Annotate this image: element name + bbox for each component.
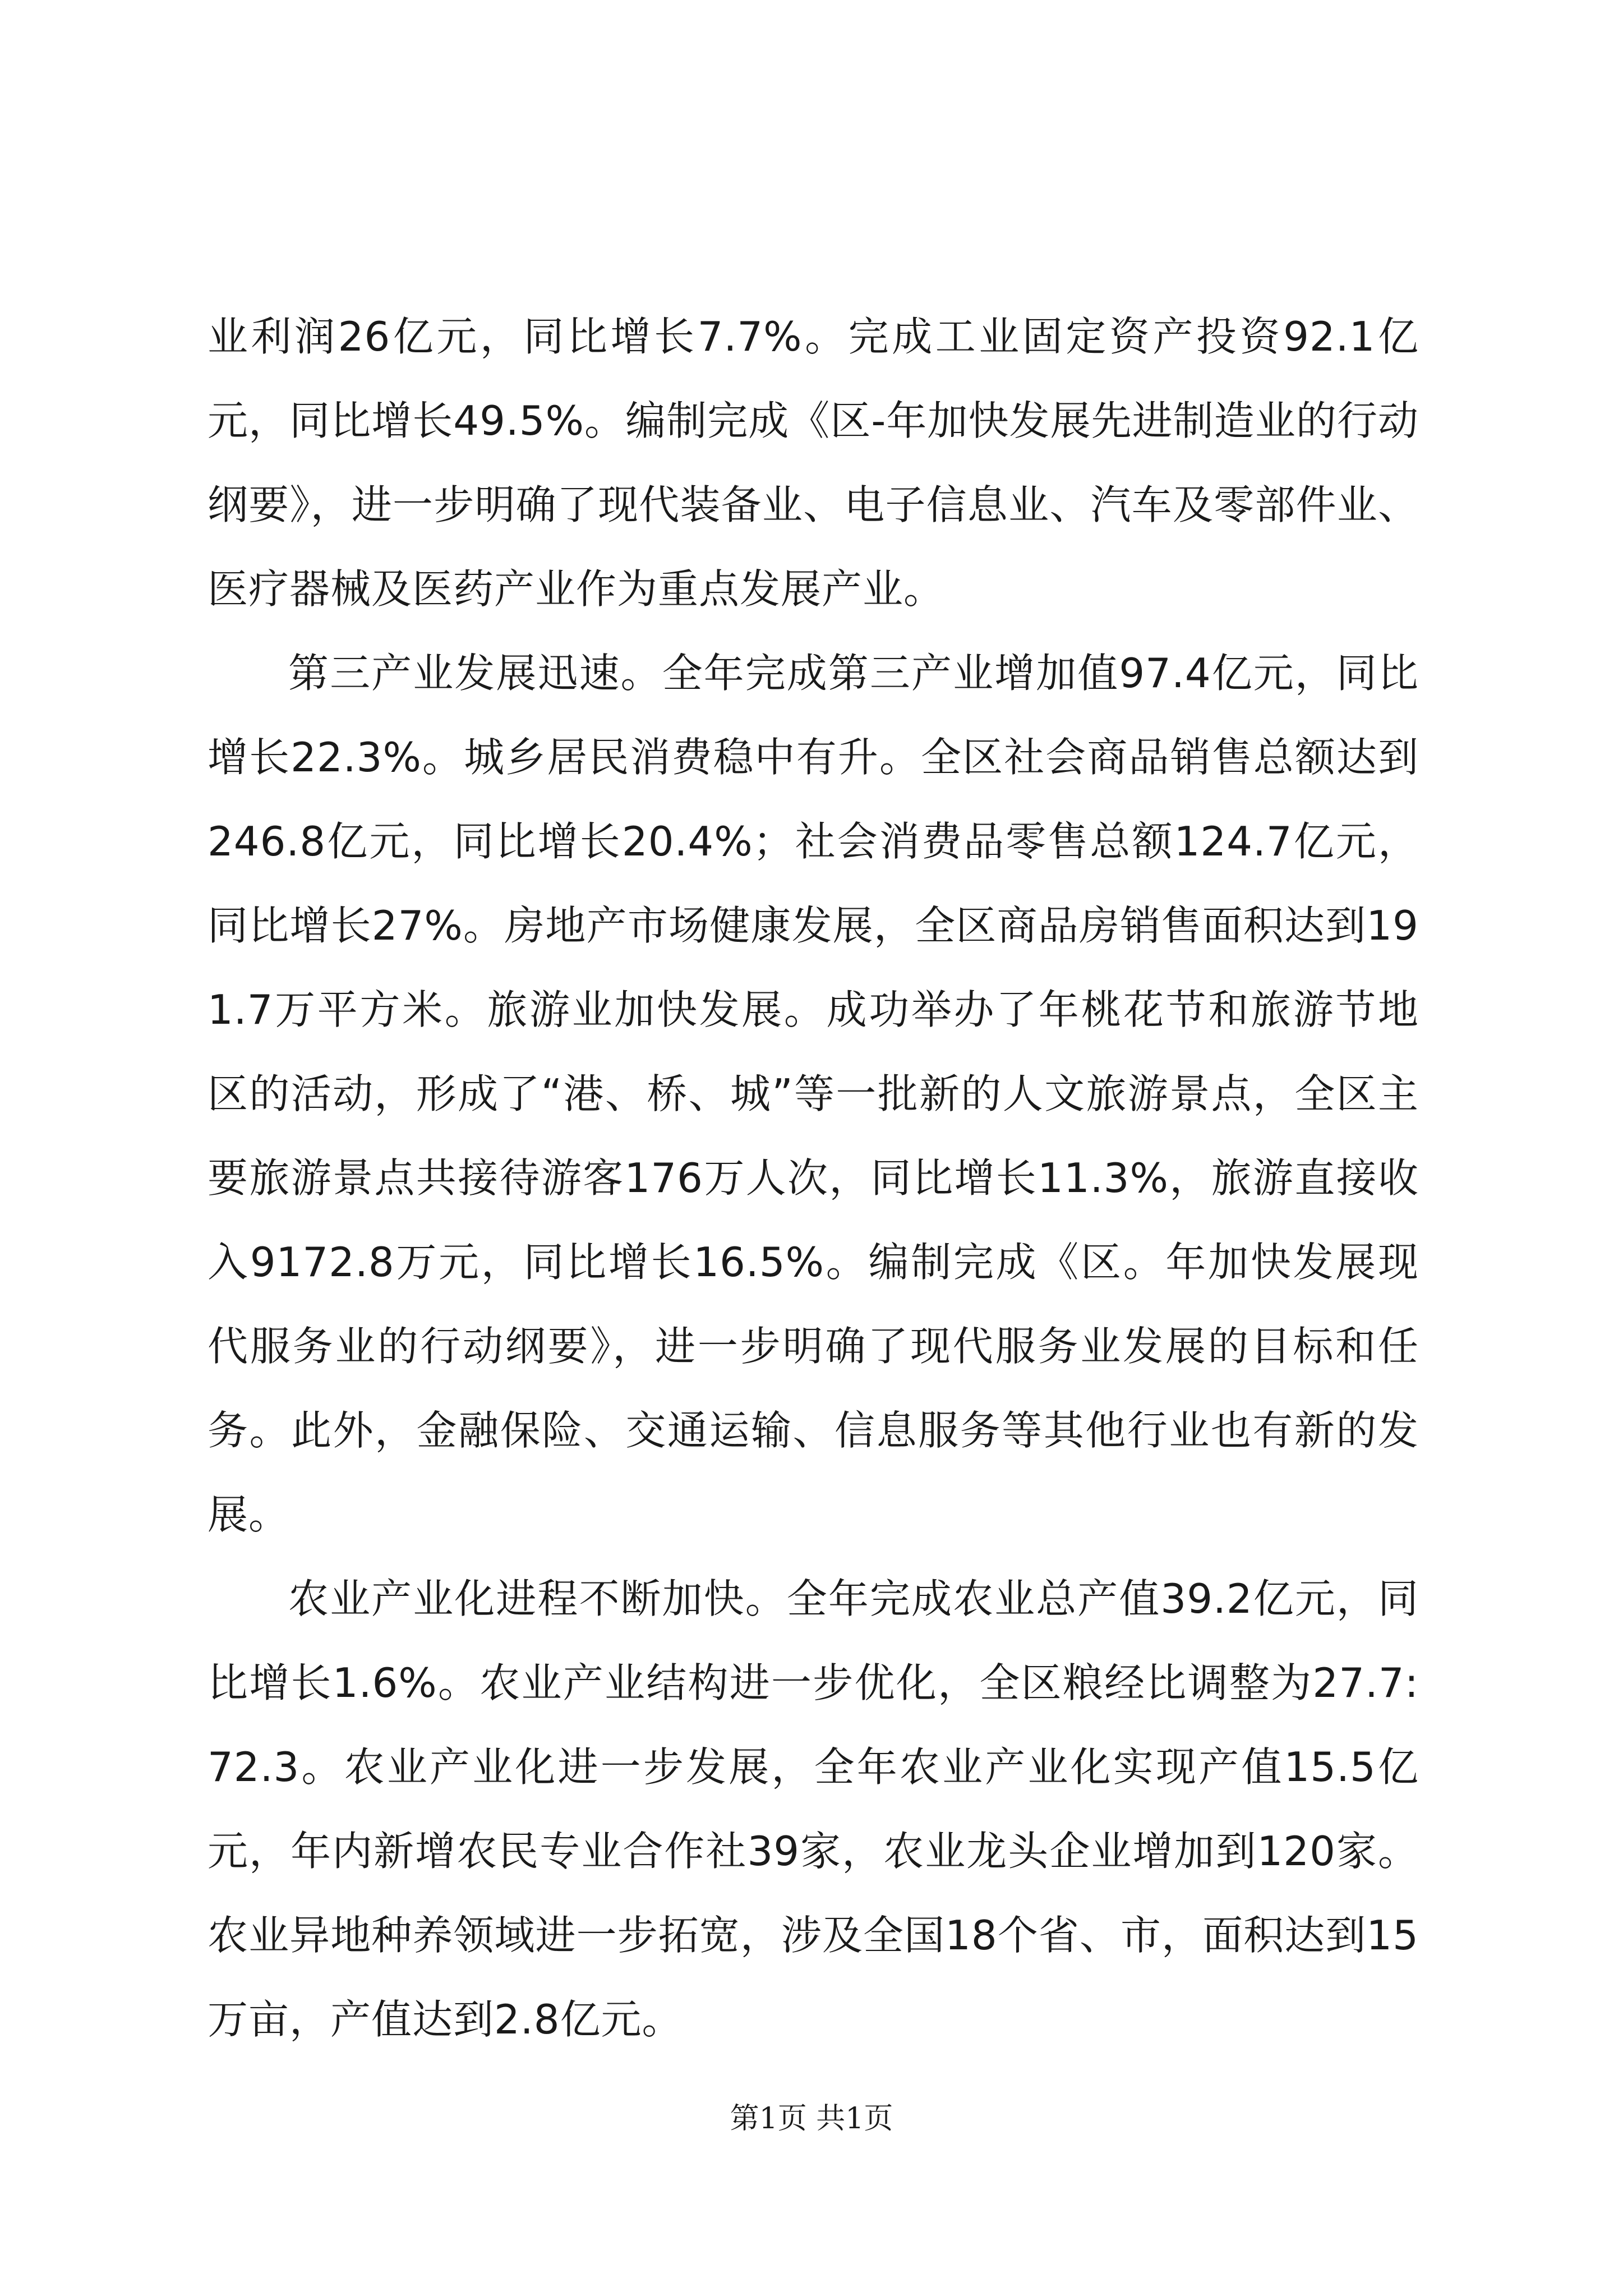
page-footer: 第1页 共1页 xyxy=(730,2102,893,2136)
document-body xyxy=(208,295,1419,2062)
paragraph-tertiary-industry: 第三产业发展迅速。全年完成第三产业增加值97.4亿元，同比增长22.3%。城乡居民消费稳中有升。全区社会商品销售总额达到246.8亿元，同比增长20.4%；社会消费品零售总额124.7亿元，同比增长27%。房地产市场健康发展，全区商品房销售面积达到191.7万平方米。旅游业加快发展。成功举办了年桃花节和旅游节地区的活动，形成了“港、桥、城”等一批新的人文旅游景点，全区主要旅游景点共接待游客176万人次，同比增长11.3%，旅游直接收入9172.8万元，同比增长16.5%。编制完成《区。年加快发展现代服务业的行动纲要》，进一步明确了现代服务业发展的目标和任务。此外，金融保险、交通运输、信息服务等其他行业也有新的发展。 xyxy=(208,650,1419,1538)
paragraph-industrial-continued: 业利润26亿元，同比增长7.7%。完成工业固定资产投资92.1亿元，同比增长49.5%。编制完成《区-年加快发展先进制造业的行动纲要》，进一步明确了现代装备业、电子信息业、汽车及零部件业、医疗器械及医药产业作为重点发展产业。 xyxy=(208,313,1419,613)
paragraph-agriculture: 农业产业化进程不断加快。全年完成农业总产值39.2亿元，同比增长1.6%。农业产业结构进一步优化，全区粮经比调整为27.7:72.3。农业产业化进一步发展，全年农业产业化实现产值15.5亿元，年内新增农民专业合作社39家，农业龙头企业增加到120家。农业异地种养领域进一步拓宽，涉及全国18个省、市，面积达到15万亩，产值达到2.8亿元。 xyxy=(208,1575,1419,2043)
